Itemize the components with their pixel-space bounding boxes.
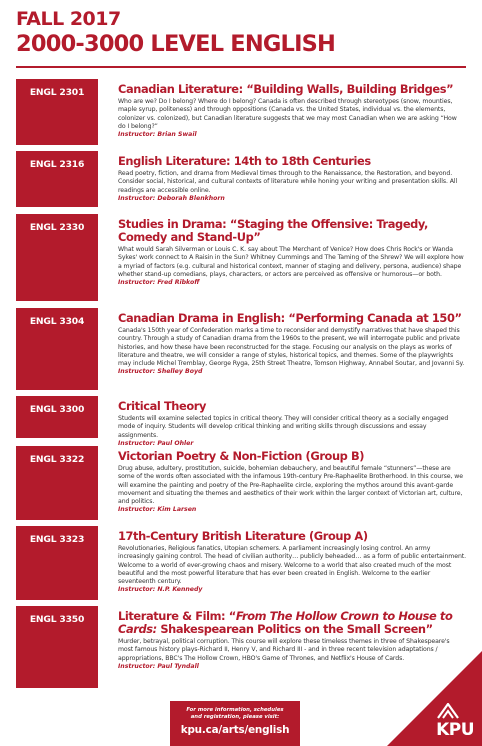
course-engl-3322 xyxy=(16,446,466,520)
course-code: ENGL 2316 xyxy=(16,151,98,207)
course-title: 17th-Century British Literature (Group A) xyxy=(118,529,368,543)
course-engl-3300 xyxy=(16,396,466,447)
more-info-line-2: and registration, please visit: xyxy=(190,713,280,720)
course-engl-2316 xyxy=(16,151,466,207)
term-heading: FALL 2017 xyxy=(16,8,121,30)
course-instructor: Instructor: Deborah Blenkhorn xyxy=(118,194,225,202)
course-description: Read poetry, fiction, and drama from Medieval times through to the Renaissance, the Restoration, and beyond. Consider social, historical, and cultural contexts of literature while honing your writing and presentation skills. All readings are accessible online. xyxy=(118,170,458,194)
course-engl-2330 xyxy=(16,214,466,301)
course-instructor: Instructor: Paul Ohler xyxy=(118,439,194,447)
course-code: ENGL 2301 xyxy=(16,79,98,145)
course-code: ENGL 3350 xyxy=(16,606,98,688)
course-description: Canada's 150th year of Confederation marks a time to reconsider and demystify narratives that have shaped this country. Through a study of Canadian drama from the 1960s to the present, we will interrogate public and private histories, and how these have been reconstructed for the stage. Focusing our analysis on the plays as works of literature and theatre, we will consider a range of styles, historical topics, and themes. Some of the playwrights may include Michel Tremblay, George Ryga, 25th Street Theatre, Tomson Highway, Annabel Soutar, and Jovanni Sy. xyxy=(118,327,465,368)
course-engl-3323 xyxy=(16,526,466,600)
course-instructor: Instructor: Kim Larsen xyxy=(118,506,197,514)
course-instructor: Instructor: Brian Swail xyxy=(118,131,197,139)
course-title: Victorian Poetry & Non-Fiction (Group B) xyxy=(118,449,365,463)
course-instructor: Instructor: Fred Ribkoff xyxy=(118,279,200,287)
header-divider xyxy=(16,66,466,68)
kpu-logo-text: KPU xyxy=(436,720,474,740)
page-title: 2000-3000 LEVEL ENGLISH xyxy=(16,31,336,57)
course-description: What would Sarah Silverman or Louis C. K. say about The Merchant of Venice? How does Chris Rock's or Wanda Sykes' work connect to A Raisin in the Sun? Whitney Cummings and The Taming of the Shrew? We will explore how a myriad of factors (e.g. cultural and historical context, manner of staging and delivery, persona, audience) shape whether stand-up comedians, plays, characters, or actors are perceived as offensive or humorous—or both. xyxy=(118,246,464,278)
course-instructor: Instructor: Paul Tyndall xyxy=(118,662,199,670)
course-description: Revolutionaries, Religious fanatics, Utopian schemers. A parliament increasingly losing control. An army increasingly gaining control. The head of civilian authority… publicly beheaded… as a form of public entertainment. Welcome to a world of ever-growing chaos and misery. Welcome to a world that also created much of the most beautiful and the most powerful literature that has ever been created in English. Welcome to the earlier seventeenth century. xyxy=(118,545,466,586)
course-code: ENGL 3304 xyxy=(16,308,98,390)
course-description: Murder, betrayal, political corruption. This course will explore these timeless themes in three of Shakespeare's most famous history plays-Richard II, Henry V, and Richard III - and in three recent television adaptations / appropriations, BBC's The Hollow Crown, HBO's Game of Thrones, and Netflix's House of Cards. xyxy=(118,638,450,662)
more-info-text xyxy=(170,707,300,721)
course-title: Critical Theory xyxy=(118,399,207,413)
course-title-italic: From The Hollow Crown to House to Cards: xyxy=(118,609,453,636)
kpu-logo-icon xyxy=(437,703,459,719)
course-title: Canadian Drama in English: “Performing Canada at 150” xyxy=(118,311,462,325)
course-title: Canadian Literature: “Building Walls, Building Bridges” xyxy=(118,82,454,96)
course-description: Students will examine selected topics in critical theory. They will consider critical theory as a socially engaged mode of inquiry. Students will develop critical thinking and writing skills through discussions and essay assignments. xyxy=(118,415,449,439)
course-description: Who are we? Do I belong? Where do I belong? Canada is often described through stereotypes (snow, mounties, maple syrup, politeness) and through oppositions (Canada vs. the United States, individual vs. the elements, colonizer vs. colonized), but Canadian literature suggests that we may most Canadian when we are asking “How do I belong?” xyxy=(118,98,457,130)
course-title xyxy=(118,610,466,636)
course-instructor: Instructor: N.P. Kennedy xyxy=(118,586,203,594)
course-code: ENGL 3323 xyxy=(16,526,98,600)
website-link[interactable]: kpu.ca/arts/english xyxy=(180,723,290,736)
course-engl-3304 xyxy=(16,308,466,390)
course-title-end: Shakespearean Politics on the Small Screen” xyxy=(156,622,433,636)
more-info-line-1: For more information, schedules xyxy=(186,707,284,713)
course-engl-2301 xyxy=(16,79,466,145)
course-title: English Literature: 14th to 18th Centuries xyxy=(118,154,371,168)
course-code: ENGL 3322 xyxy=(16,446,98,520)
course-code: ENGL 2330 xyxy=(16,214,98,301)
page-header xyxy=(16,8,335,58)
course-instructor: Instructor: Shelley Boyd xyxy=(118,368,203,376)
course-title-start: Literature & Film: “ xyxy=(118,609,236,623)
course-title: Studies in Drama: “Staging the Offensive: Tragedy, Comedy and Stand-Up” xyxy=(118,217,428,244)
course-code: ENGL 3300 xyxy=(16,396,98,438)
more-info-box xyxy=(170,701,300,746)
course-description: Drug abuse, adultery, prostitution, suicide, bohemian debauchery, and beautiful female “stunners”—these are some of the words often associated with the infamous 19th-century Pre-Raphaelite Brotherhood. In this course, we will examine the painting and poetry of the Pre-Raphaelite circle, exploring the mythos around this avant-garde movement and situating the themes and aesthetics of their work within the larger context of Victorian art, culture, and politics. xyxy=(118,465,463,506)
